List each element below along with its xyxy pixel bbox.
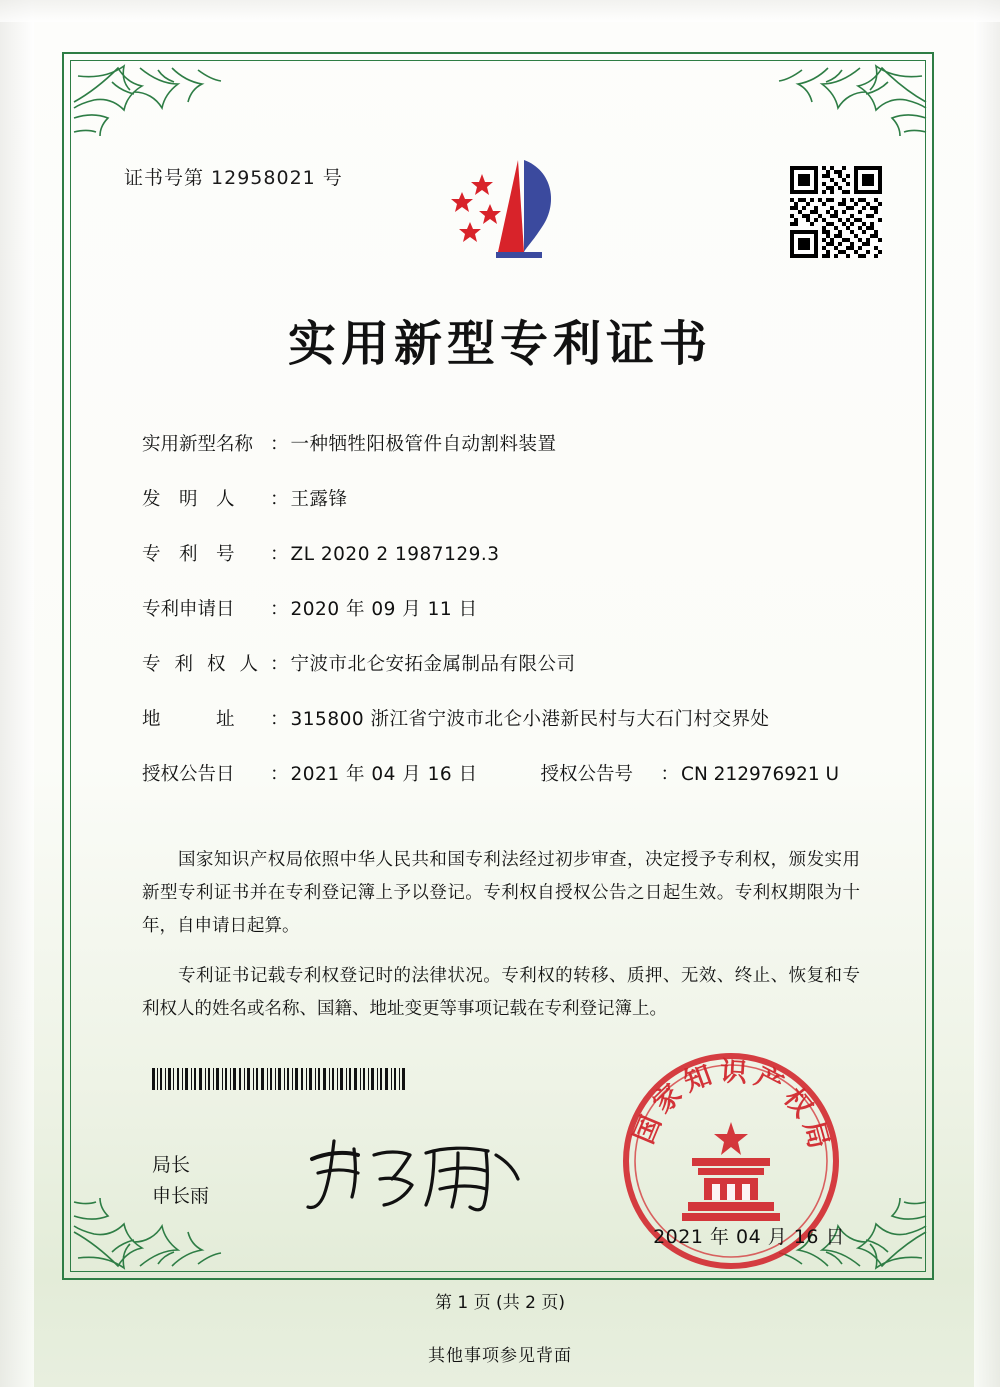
paper-edge-left [0,0,34,1387]
field-value: ZL 2020 2 1987129.3 [290,544,500,565]
seal-date: 2021 年 04 月 16 日 [653,1226,845,1248]
field-row-application-date [142,595,862,621]
field-value: 一种牺牲阳极管件自动割料装置 [290,434,557,455]
director-title-label: 局长 [152,1154,191,1176]
field-colon: ： [270,544,289,565]
footer-note: 其他事项参见背面 [428,1346,572,1366]
field-label: 实用新型名称 [142,434,254,455]
field-row-patent-number [142,540,862,566]
field-value: 王露锋 [290,489,348,510]
signature-labels [152,1150,209,1212]
field-list [142,430,862,815]
corner-ornament-top-left [72,62,222,152]
field-colon: ： [270,434,289,455]
field-row-patentee [142,650,862,676]
qr-code [790,166,882,258]
barcode [152,1068,406,1090]
field-label: 专利权人 [142,654,273,675]
field-row-inventor [142,485,862,511]
legal-text-block [142,826,860,1032]
legal-paragraph-2: 专利证书记载专利权登记时的法律状况。专利权的转移、质押、无效、终止、恢复和专利权人的姓名或名称、国籍、地址变更等事项记载在专利登记簿上。 [142,966,860,1019]
field-label: 发 明 人 [142,489,235,510]
svg-text:国家知识产权局: 国家知识产权局 [628,1056,836,1158]
field-colon: ： [270,599,289,620]
field-row-utility-model-name [142,430,862,456]
field-label: 专利申请日 [142,599,235,620]
field-colon-2: ： [660,764,680,785]
field-value-grant-number: CN 212976921 U [681,764,840,785]
field-value: 2020 年 09 月 11 日 [290,599,478,620]
field-colon: ： [270,489,289,510]
field-row-grant-announcement [142,760,862,786]
field-value: 315800 浙江省宁波市北仑小港新民村与大石门村交界处 [290,709,770,730]
page-title: 实用新型专利证书 [287,316,712,372]
field-value-grant-date: 2021 年 04 月 16 日 [290,764,478,785]
field-label-grant-date: 授权公告日 [142,764,235,785]
handwritten-signature-icon [300,1135,530,1215]
legal-paragraph-1: 国家知识产权局依照中华人民共和国专利法经过初步审查，决定授予专利权，颁发实用新型专利证书并在专利登记簿上予以登记。专利权自授权公告之日起生效。专利权期限为十年，自申请日起算。 [142,849,860,936]
field-colon: ： [270,709,289,730]
field-label-grant-number: 授权公告号 [540,764,634,785]
field-colon: ： [270,764,289,785]
paper-edge-top [0,0,1000,22]
field-label: 地 址 [142,709,235,730]
certificate-number: 证书号第 12958021 号 [124,167,343,189]
page-number: 第 1 页 (共 2 页) [435,1293,565,1313]
field-row-address [142,705,862,731]
field-label: 专 利 号 [142,544,235,565]
paper-edge-right [974,0,1000,1387]
director-name-label: 申长雨 [152,1185,210,1207]
cnipa-logo-icon [440,152,570,272]
field-value: 宁波市北仑安拓金属制品有限公司 [290,654,576,675]
field-colon: ： [270,654,289,675]
corner-ornament-top-right [778,62,928,152]
